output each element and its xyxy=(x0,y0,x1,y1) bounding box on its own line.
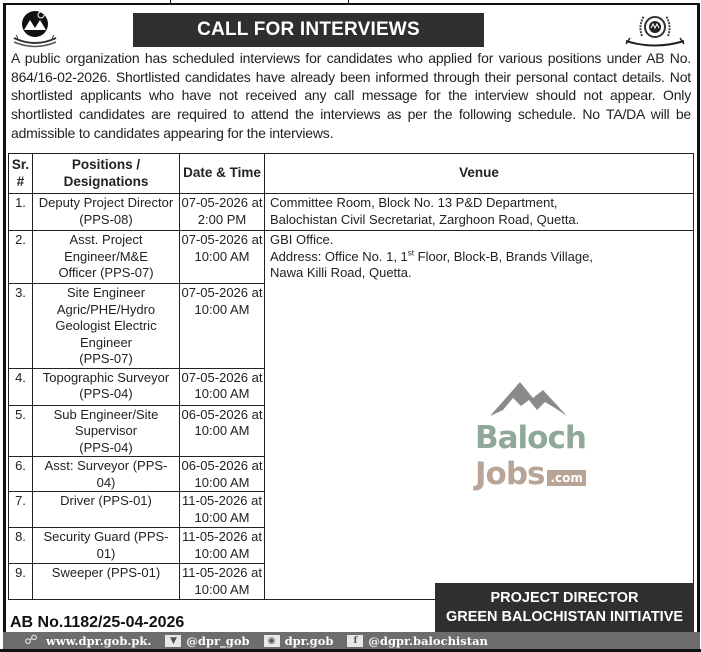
intro-paragraph: A public organization has scheduled interviews for candidates who applied for various positions under AB No. 864/16-02-2026. Shortlisted candidates have already been informed through their personal contact details. Not shortlisted applicants who have not received any call message for the interview should not appear. Only shortlisted candidates are required to attend the interviews as per the following schedule. No TA/DA will be admissible to candidates appearing for the interviews. xyxy=(11,50,691,141)
row-sr: 8. xyxy=(9,528,33,564)
row-position: Driver (PPS-01) xyxy=(33,492,180,528)
row-sr: 5. xyxy=(9,405,33,457)
signature-block xyxy=(435,583,694,633)
table-header-row xyxy=(9,154,694,194)
row-position: Sub Engineer/Site Supervisor (PPS-04) xyxy=(33,405,180,457)
row-datetime: 07-05-2026 at 10:00 AM xyxy=(180,368,265,405)
globe-icon: ☍ xyxy=(24,633,38,648)
header-sr: Sr. # xyxy=(9,154,33,194)
row-sr: 7. xyxy=(9,492,33,528)
instagram-link[interactable]: ◉ dpr.gob xyxy=(264,634,334,648)
row-position: Site Engineer Agric/PHE/Hydro Geologist Electric Engineer (PPS-07) xyxy=(33,284,180,369)
twitter-icon: ▼ xyxy=(165,635,181,647)
twitter-link[interactable]: ▼ @dpr_gob xyxy=(165,634,249,648)
dgpr-emblem-icon xyxy=(622,8,688,50)
header-datetime: Date & Time xyxy=(180,154,265,194)
venue-2: GBI Office. Address: Office No. 1, 1st Floor, Block-B, Brands Village, Nawa Killi Road, Quetta. xyxy=(265,231,694,600)
row-datetime: 06-05-2026 at 10:00 AM xyxy=(180,405,265,457)
row-sr: 3. xyxy=(9,284,33,369)
table-row xyxy=(9,231,694,284)
row-datetime: 11-05-2026 at 10:00 AM xyxy=(180,564,265,600)
watermark-word2: Jobs xyxy=(475,456,545,492)
row-position: Sweeper (PPS-01) xyxy=(33,564,180,600)
row-sr: 9. xyxy=(9,564,33,600)
header-position: Positions / Designations xyxy=(33,154,180,194)
facebook-icon: f xyxy=(347,635,363,647)
row-sr: 2. xyxy=(9,231,33,284)
footer-social-bar xyxy=(3,632,700,649)
row-datetime: 11-05-2026 at 10:00 AM xyxy=(180,528,265,564)
table-row xyxy=(9,194,694,231)
website-link[interactable]: ☍ www.dpr.gob.pk. xyxy=(21,634,151,648)
balochjobs-watermark xyxy=(460,378,600,508)
row-position: Topographic Surveyor (PPS-04) xyxy=(33,368,180,405)
row-datetime: 07-05-2026 at 2:00 PM xyxy=(180,194,265,231)
row-datetime: 07-05-2026 at 10:00 AM xyxy=(180,284,265,369)
balochistan-emblem-icon xyxy=(10,8,60,48)
row-datetime: 06-05-2026 at 10:00 AM xyxy=(180,457,265,492)
facebook-link[interactable]: f @dgpr.balochistan xyxy=(347,634,488,648)
page-title: CALL FOR INTERVIEWS xyxy=(133,13,484,47)
mountain-icon xyxy=(485,378,575,418)
row-datetime: 11-05-2026 at 10:00 AM xyxy=(180,492,265,528)
venue-1: Committee Room, Block No. 13 P&D Department, Balochistan Civil Secretariat, Zarghoon Road, Quetta. xyxy=(265,194,694,231)
ab-number: AB No.1182/25-04-2026 xyxy=(10,614,185,631)
row-position: Asst. Project Engineer/M&E Officer (PPS-07) xyxy=(33,231,180,284)
row-position: Asst: Surveyor (PPS-04) xyxy=(33,457,180,492)
signature-organization: GREEN BALOCHISTAN INITIATIVE xyxy=(445,609,684,625)
row-datetime: 07-05-2026 at 10:00 AM xyxy=(180,231,265,284)
instagram-icon: ◉ xyxy=(264,635,280,647)
signature-title: PROJECT DIRECTOR xyxy=(490,590,639,606)
header-venue: Venue xyxy=(265,154,694,194)
row-sr: 6. xyxy=(9,457,33,492)
row-sr: 1. xyxy=(9,194,33,231)
row-position: Security Guard (PPS-01) xyxy=(33,528,180,564)
watermark-suffix: .com xyxy=(547,470,585,486)
interview-schedule-table xyxy=(8,153,694,600)
row-sr: 4. xyxy=(9,368,33,405)
row-position: Deputy Project Director (PPS-08) xyxy=(33,194,180,231)
watermark-word1: Baloch xyxy=(475,420,586,456)
